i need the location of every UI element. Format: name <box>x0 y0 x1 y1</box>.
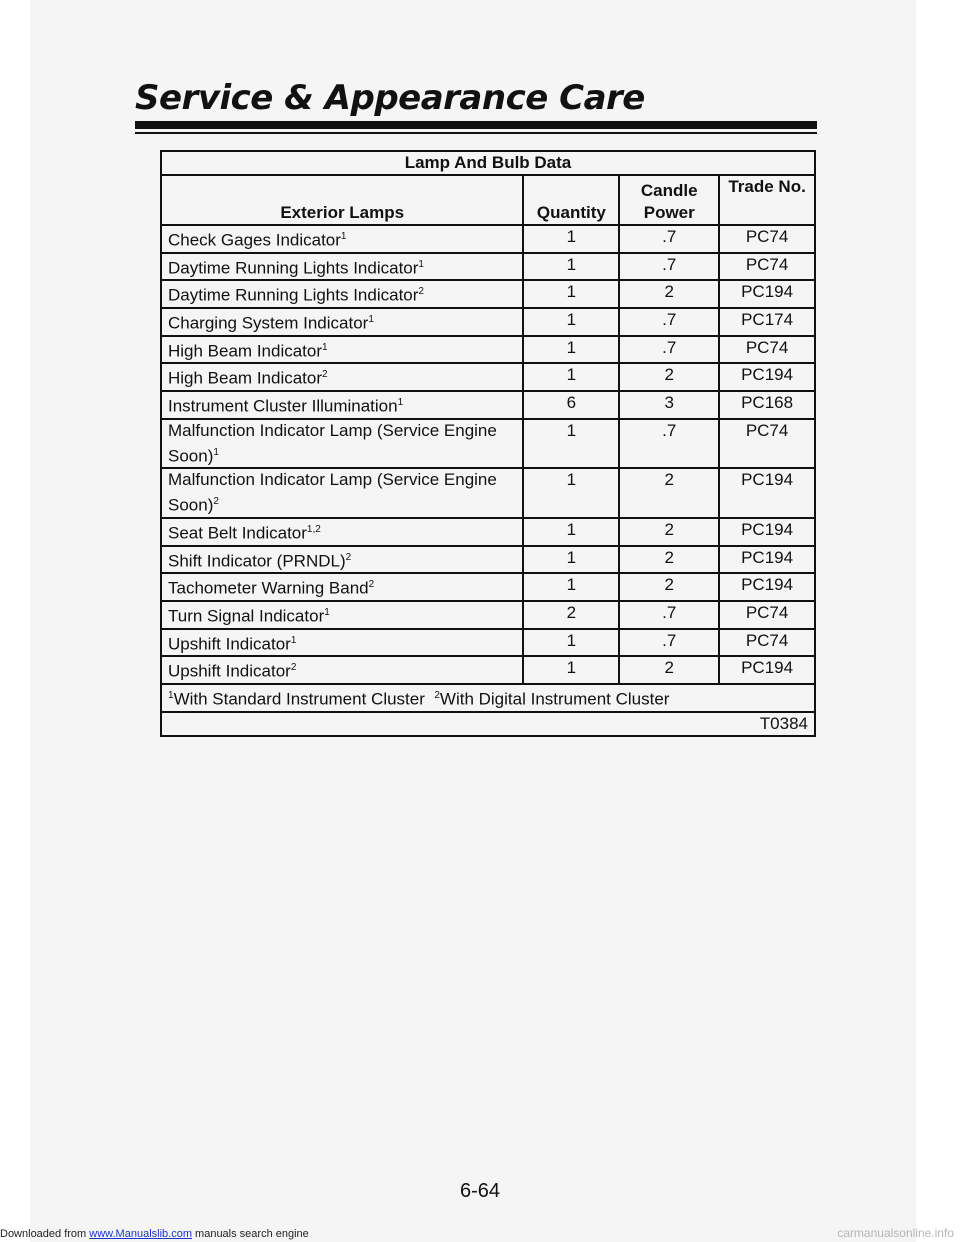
lamp-name-cell <box>161 280 523 308</box>
table-row <box>161 308 815 336</box>
footnote-1-text: With Standard Instrument Cluster <box>173 689 425 709</box>
footnote-ref: 1 <box>290 634 297 646</box>
quantity-cell: 1 <box>523 336 619 364</box>
lamp-name: Charging System Indicator <box>168 313 369 333</box>
quantity-cell: 1 <box>523 546 619 574</box>
header-quantity: Quantity <box>523 175 619 225</box>
footnote-ref: 2 <box>368 579 375 591</box>
lamp-name-cell <box>161 225 523 253</box>
lamp-name-cell <box>161 336 523 364</box>
quantity-cell: 1 <box>523 280 619 308</box>
table-row <box>161 573 815 601</box>
candle-power-cell: .7 <box>619 419 719 469</box>
lamp-name-cell <box>161 629 523 657</box>
header-candle-power: Candle Power <box>619 175 719 225</box>
table-row <box>161 656 815 684</box>
footnote-ref: 1 <box>340 231 347 242</box>
footnote-ref: 1 <box>418 258 424 270</box>
lamp-name-cell <box>161 253 523 281</box>
lamp-name-cell <box>161 601 523 629</box>
trade-no-cell: PC74 <box>719 336 815 364</box>
page-number: 6-64 <box>459 1180 501 1202</box>
footnote-ref: 2 <box>290 662 297 674</box>
lamp-name: High Beam Indicator <box>168 368 323 388</box>
lamp-name: High Beam Indicator <box>168 341 323 361</box>
table-row <box>161 225 815 253</box>
table-row <box>161 468 815 518</box>
candle-power-cell: .7 <box>619 225 719 253</box>
lamp-name: Shift Indicator (PRNDL) <box>168 551 346 571</box>
footer-suffix: manuals search engine <box>191 1228 309 1240</box>
candle-power-cell: 2 <box>619 573 719 601</box>
manualslib-link[interactable]: www.Manualslib.com <box>89 1228 192 1240</box>
table-row <box>161 391 815 419</box>
table-title: Lamp And Bulb Data <box>161 151 815 175</box>
footnote-2-text: With Digital Instrument Cluster <box>439 689 670 709</box>
candle-power-cell: 3 <box>619 391 719 419</box>
header-trade-no: Trade No. <box>719 175 815 225</box>
trade-no-cell: PC74 <box>719 253 815 281</box>
quantity-cell: 1 <box>523 225 619 253</box>
table-row <box>161 363 815 391</box>
trade-no-cell: PC74 <box>719 629 815 657</box>
quantity-cell: 1 <box>523 656 619 684</box>
trade-no-cell: PC194 <box>719 518 815 546</box>
lamp-name: Malfunction Indicator Lamp (Service Engine Soon) <box>168 420 497 466</box>
quantity-cell: 1 <box>523 518 619 546</box>
trade-no-cell: PC194 <box>719 656 815 684</box>
quantity-cell: 1 <box>523 363 619 391</box>
candle-power-cell: .7 <box>619 253 719 281</box>
table-row <box>161 629 815 657</box>
table-row <box>161 336 815 364</box>
table-body <box>161 225 815 684</box>
watermark: carmanualsonline.info <box>837 1226 954 1240</box>
footnote-ref: 2 <box>418 286 424 298</box>
table-code: T0384 <box>161 712 815 736</box>
lamp-name-cell <box>161 656 523 684</box>
table-row <box>161 518 815 546</box>
footnote-2-mark: 2 <box>434 689 440 701</box>
footnote-ref: 1 <box>213 446 219 458</box>
footnote-row <box>161 684 815 712</box>
trade-no-cell: PC174 <box>719 308 815 336</box>
quantity-cell: 2 <box>523 601 619 629</box>
candle-power-cell: 2 <box>619 363 719 391</box>
candle-power-cell: .7 <box>619 308 719 336</box>
footnote-ref: 2 <box>345 551 352 563</box>
lamp-name: Upshift Indicator <box>168 634 291 654</box>
quantity-cell: 1 <box>523 253 619 281</box>
trade-no-cell: PC194 <box>719 363 815 391</box>
candle-power-cell: 2 <box>619 468 719 518</box>
trade-no-cell: PC194 <box>719 573 815 601</box>
candle-power-cell: 2 <box>619 518 719 546</box>
download-footer <box>0 1228 309 1240</box>
footnote-ref: 1 <box>397 396 404 408</box>
footer-prefix: Downloaded from <box>0 1228 90 1240</box>
lamp-name-cell <box>161 468 523 518</box>
lamp-name: Check Gages Indicator <box>168 230 341 250</box>
lamp-name: Tachometer Warning Band <box>168 578 369 598</box>
table-row <box>161 601 815 629</box>
lamp-name-cell <box>161 308 523 336</box>
lamp-name-cell <box>161 546 523 574</box>
footnote-ref: 1 <box>324 606 330 618</box>
lamp-name: Turn Signal Indicator <box>168 606 325 626</box>
lamp-name: Instrument Cluster Illumination <box>168 396 398 416</box>
lamp-name: Seat Belt Indicator <box>168 523 307 543</box>
title-rule-thick <box>135 121 817 129</box>
candle-power-cell: .7 <box>619 629 719 657</box>
lamp-name-cell <box>161 419 523 469</box>
footnote-ref: 1,2 <box>306 523 321 535</box>
lamp-name: Malfunction Indicator Lamp (Service Engine Soon) <box>168 470 497 515</box>
trade-no-cell: PC194 <box>719 280 815 308</box>
footnote-ref: 2 <box>322 369 328 381</box>
table-row <box>161 253 815 281</box>
table-row <box>161 419 815 469</box>
lamp-name: Daytime Running Lights Indicator <box>168 258 419 278</box>
footnote-1-mark: 1 <box>168 689 174 701</box>
table-row <box>161 546 815 574</box>
candle-power-cell: 2 <box>619 280 719 308</box>
quantity-cell: 6 <box>523 391 619 419</box>
trade-no-cell: PC74 <box>719 225 815 253</box>
trade-no-cell: PC194 <box>719 468 815 518</box>
trade-no-cell: PC74 <box>719 601 815 629</box>
lamp-bulb-table <box>160 150 816 737</box>
quantity-cell: 1 <box>523 419 619 469</box>
footnote-ref: 2 <box>213 496 219 508</box>
quantity-cell: 1 <box>523 573 619 601</box>
header-exterior-lamps: Exterior Lamps <box>161 175 523 225</box>
trade-no-cell: PC74 <box>719 419 815 469</box>
table-row <box>161 280 815 308</box>
trade-no-cell: PC194 <box>719 546 815 574</box>
quantity-cell: 1 <box>523 629 619 657</box>
lamp-name: Daytime Running Lights Indicator <box>168 285 419 305</box>
lamp-name: Upshift Indicator <box>168 661 291 681</box>
quantity-cell: 1 <box>523 308 619 336</box>
candle-power-cell: 2 <box>619 546 719 574</box>
quantity-cell: 1 <box>523 468 619 518</box>
candle-power-cell: .7 <box>619 336 719 364</box>
candle-power-cell: 2 <box>619 656 719 684</box>
footnote-ref: 1 <box>368 313 374 325</box>
trade-no-cell: PC168 <box>719 391 815 419</box>
lamp-name-cell <box>161 363 523 391</box>
footnote-ref: 1 <box>322 341 328 353</box>
section-title: Service & Appearance Care <box>135 78 645 118</box>
title-rule-thin <box>135 132 817 134</box>
lamp-name-cell <box>161 518 523 546</box>
lamp-name-cell <box>161 391 523 419</box>
candle-power-cell: .7 <box>619 601 719 629</box>
lamp-name-cell <box>161 573 523 601</box>
